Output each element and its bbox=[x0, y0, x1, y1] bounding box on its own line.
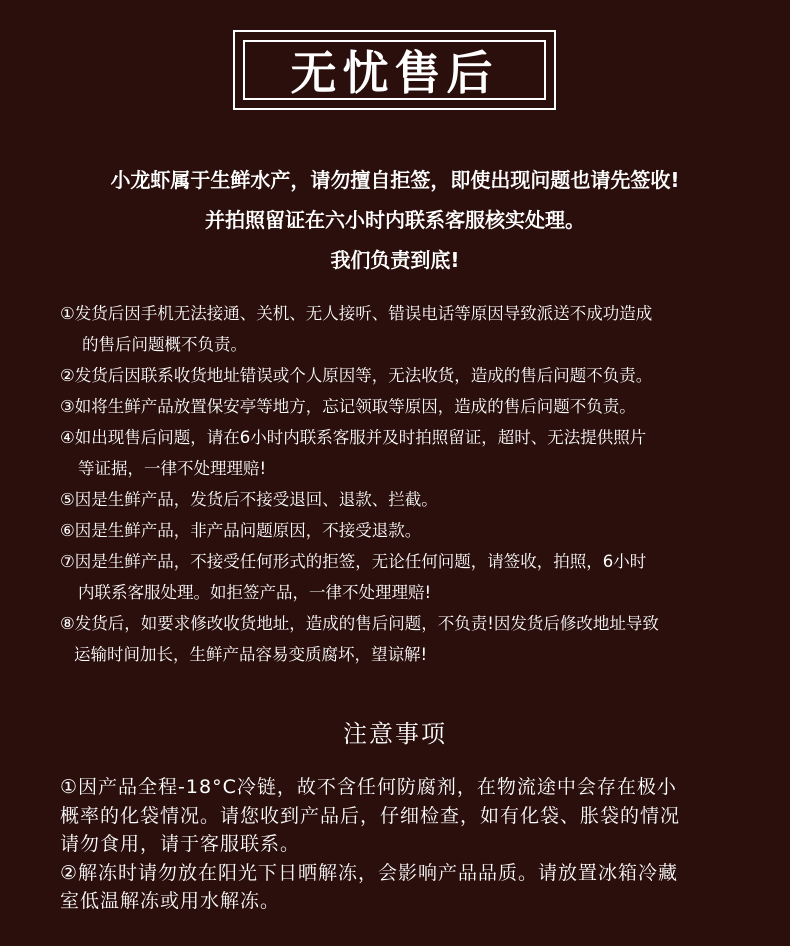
rule-text: ③如将生鲜产品放置保安亭等地方，忘记领取等原因，造成的售后问题不负责。 bbox=[60, 397, 636, 416]
rule-text: ⑥因是生鲜产品，非产品问题原因，不接受退款。 bbox=[60, 521, 422, 540]
rule-item bbox=[60, 608, 760, 670]
intro-line: 我们负责到底! bbox=[330, 248, 460, 272]
notice-heading: 注意事项 bbox=[343, 720, 447, 748]
rule-text: ④如出现售后问题，请在6小时内联系客服并及时拍照留证，超时、无法提供照片 bbox=[60, 428, 647, 447]
intro-line: 小龙虾属于生鲜水产，请勿擅自拒签，即使出现问题也请先签收! bbox=[110, 168, 680, 192]
rule-text: ⑦因是生鲜产品，不接受任何形式的拒签，无论任何问题，请签收，拍照，6小时 bbox=[60, 552, 647, 571]
notice-line: ②解冻时请勿放在阳光下日晒解冻，会影响产品品质。请放置冰箱冷藏 bbox=[60, 861, 679, 884]
rule-text-continued: 等证据，一律不处理理赔! bbox=[78, 459, 267, 478]
rule-text: ⑤因是生鲜产品，发货后不接受退回、退款、拦截。 bbox=[60, 490, 438, 509]
rule-text: ①发货后因手机无法接通、关机、无人接听、错误电话等原因导致派送不成功造成 bbox=[60, 304, 653, 323]
rule-item bbox=[60, 360, 760, 391]
intro-line: 并拍照留证在六小时内联系客服核实处理。 bbox=[205, 208, 585, 232]
rule-text: ⑧发货后，如要求修改收货地址，造成的售后问题，不负责!因发货后修改地址导致 bbox=[60, 614, 659, 633]
rule-item bbox=[60, 546, 760, 608]
notice-line: ①因产品全程-18°C冷链，故不含任何防腐剂，在物流途中会存在极小 bbox=[60, 776, 677, 798]
rule-text: ②发货后因联系收货地址错误或个人原因等，无法收货，造成的售后问题不负责。 bbox=[60, 366, 653, 385]
intro-block bbox=[0, 160, 790, 280]
after-sales-rules bbox=[60, 298, 760, 670]
notice-line: 室低温解冻或用水解冻。 bbox=[60, 890, 281, 912]
rule-item bbox=[60, 298, 760, 360]
notice-line: 概率的化袋情况。请您收到产品后，仔细检查，如有化袋、胀袋的情况 bbox=[60, 804, 681, 827]
rule-text-continued: 的售后问题概不负责。 bbox=[82, 335, 247, 354]
rule-text-continued: 运输时间加长，生鲜产品容易变质腐坏，望谅解! bbox=[74, 645, 428, 664]
page-title: 无忧售后 bbox=[243, 40, 546, 100]
notice-block bbox=[60, 773, 740, 916]
rule-item bbox=[60, 391, 760, 422]
notice-line: 请勿食用，请于客服联系。 bbox=[60, 833, 301, 855]
rule-text-continued: 内联系客服处理。如拒签产品，一律不处理理赔! bbox=[78, 583, 432, 602]
rule-item bbox=[60, 422, 760, 484]
rule-item bbox=[60, 515, 760, 546]
rule-item bbox=[60, 484, 760, 515]
